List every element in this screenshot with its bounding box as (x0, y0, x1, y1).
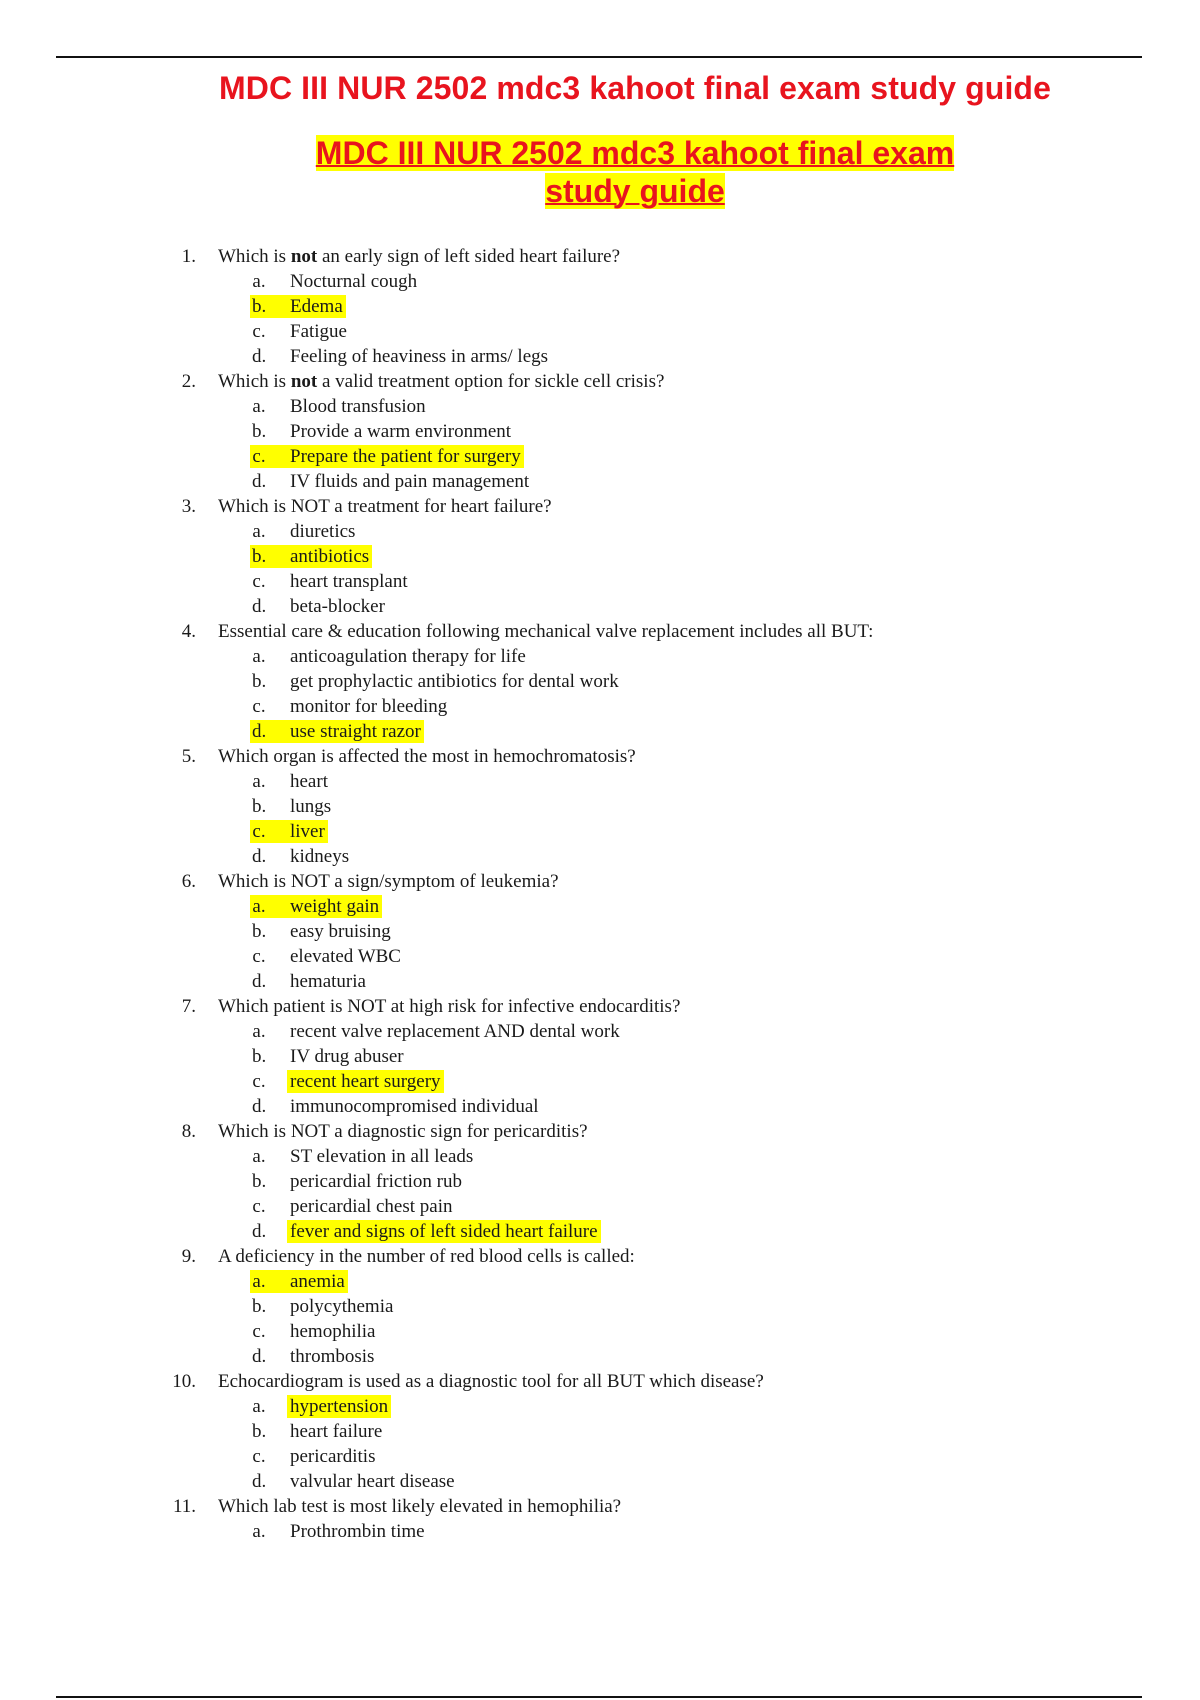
answer-option (0, 419, 1200, 444)
option-text: lungs (290, 796, 332, 817)
question-text (218, 994, 680, 1019)
option-text: fever and signs of left sided heart failure (290, 1221, 598, 1242)
option-text: liver (290, 821, 325, 842)
option-letter: c. (252, 946, 266, 967)
option-text: Prepare the patient for surgery (290, 446, 521, 467)
option-letter: b. (252, 1171, 267, 1192)
option-text: anemia (290, 1271, 345, 1292)
option-letter: c. (252, 321, 266, 342)
option-letter: b. (252, 296, 267, 317)
answer-option (0, 1019, 1200, 1044)
answer-option (0, 719, 1200, 744)
option-text: Prothrombin time (290, 1521, 425, 1542)
option-text: pericardial friction rub (290, 1171, 462, 1192)
option-text: Provide a warm environment (290, 421, 512, 442)
question-item (0, 744, 1200, 769)
option-text: easy bruising (290, 921, 391, 942)
document-title: MDC III NUR 2502 mdc3 kahoot final exam study guide (219, 70, 1051, 106)
question-number: 3. (181, 496, 196, 517)
answer-option (0, 1294, 1200, 1319)
option-letter: b. (252, 1046, 267, 1067)
answer-option (0, 644, 1200, 669)
answer-option (0, 1344, 1200, 1369)
option-letter: d. (252, 596, 267, 617)
option-letter: a. (252, 1146, 266, 1167)
top-rule (56, 56, 1142, 58)
question-list (0, 244, 1200, 1544)
question-item (0, 619, 1200, 644)
question-text-start: Echocardiogram is used as a diagnostic tool for all BUT which disease? (218, 1371, 764, 1392)
option-letter: a. (252, 1271, 266, 1292)
question-number: 5. (181, 746, 196, 767)
question-text-start: Which is (218, 246, 291, 267)
option-text: heart failure (290, 1421, 383, 1442)
answer-option (0, 319, 1200, 344)
question-number: 10. (172, 1371, 196, 1392)
option-text: monitor for bleeding (290, 696, 448, 717)
answer-option (0, 694, 1200, 719)
option-text: anticoagulation therapy for life (290, 646, 526, 667)
option-letter: c. (252, 1196, 266, 1217)
question-number: 9. (181, 1246, 196, 1267)
option-text: thrombosis (290, 1346, 375, 1367)
question-text-end: an early sign of left sided heart failure? (317, 246, 621, 267)
answer-option (0, 1069, 1200, 1094)
option-text: IV fluids and pain management (290, 471, 530, 492)
bottom-rule (56, 1696, 1142, 1698)
question-text-start: Which organ is affected the most in hemochromatosis? (218, 746, 636, 767)
question-text-start: A deficiency in the number of red blood cells is called: (218, 1246, 635, 1267)
option-text: antibiotics (290, 546, 370, 567)
option-letter: a. (252, 396, 266, 417)
option-letter: b. (252, 921, 267, 942)
question-item (0, 1119, 1200, 1144)
option-letter: b. (252, 546, 267, 567)
option-text: recent valve replacement AND dental work (290, 1021, 620, 1042)
answer-option (0, 894, 1200, 919)
option-letter: c. (252, 446, 266, 467)
question-text-start: Which is NOT a sign/symptom of leukemia? (218, 871, 559, 892)
option-letter: b. (252, 1421, 267, 1442)
answer-option (0, 769, 1200, 794)
question-text-start: Which lab test is most likely elevated in hemophilia? (218, 1496, 622, 1517)
question-text (218, 619, 873, 644)
answer-option (0, 469, 1200, 494)
answer-option (0, 1519, 1200, 1544)
answer-option (0, 1144, 1200, 1169)
option-text: get prophylactic antibiotics for dental work (290, 671, 619, 692)
option-letter: b. (252, 671, 267, 692)
answer-option (0, 444, 1200, 469)
option-letter: d. (252, 1346, 267, 1367)
answer-option (0, 1269, 1200, 1294)
option-text: Fatigue (290, 321, 347, 342)
question-item (0, 244, 1200, 269)
question-number: 6. (181, 871, 196, 892)
answer-option (0, 519, 1200, 544)
answer-option (0, 969, 1200, 994)
option-letter: c. (252, 571, 266, 592)
question-item (0, 1494, 1200, 1519)
option-letter: d. (252, 971, 267, 992)
answer-option (0, 794, 1200, 819)
option-letter: a. (252, 1521, 266, 1542)
option-letter: b. (252, 1296, 267, 1317)
answer-option (0, 269, 1200, 294)
question-item (0, 1244, 1200, 1269)
subtitle-line-2: study guide (545, 173, 725, 209)
question-text-end: a valid treatment option for sickle cell crisis? (317, 371, 665, 392)
option-text: hematuria (290, 971, 366, 992)
option-text: pericardial chest pain (290, 1196, 453, 1217)
option-letter: c. (252, 1446, 266, 1467)
option-letter: a. (252, 271, 266, 292)
option-letter: d. (252, 721, 267, 742)
option-letter: d. (252, 846, 267, 867)
answer-option (0, 1219, 1200, 1244)
answer-option (0, 919, 1200, 944)
option-text: valvular heart disease (290, 1471, 455, 1492)
question-item (0, 869, 1200, 894)
option-text: elevated WBC (290, 946, 401, 967)
question-emphasis: not (290, 246, 318, 267)
option-text: Blood transfusion (290, 396, 426, 417)
answer-option (0, 844, 1200, 869)
option-letter: c. (252, 696, 266, 717)
option-letter: b. (252, 421, 267, 442)
option-text: hypertension (290, 1396, 389, 1417)
answer-option (0, 1469, 1200, 1494)
option-letter: a. (252, 1396, 266, 1417)
question-number: 11. (172, 1496, 196, 1517)
question-number: 4. (181, 621, 196, 642)
question-text-start: Essential care & education following mechanical valve replacement includes all BUT: (218, 621, 874, 642)
question-item (0, 369, 1200, 394)
option-text: ST elevation in all leads (290, 1146, 474, 1167)
option-letter: d. (252, 1221, 267, 1242)
option-letter: c. (252, 1071, 266, 1092)
answer-option (0, 1044, 1200, 1069)
question-emphasis: not (290, 371, 318, 392)
option-letter: a. (252, 771, 266, 792)
subtitle-line-1: MDC III NUR 2502 mdc3 kahoot final exam (315, 135, 955, 171)
option-text: heart transplant (290, 571, 408, 592)
question-text (218, 869, 559, 894)
option-letter: c. (252, 821, 266, 842)
question-text-start: Which patient is NOT at high risk for infective endocarditis? (218, 996, 681, 1017)
option-text: diuretics (290, 521, 356, 542)
option-text: immunocompromised individual (290, 1096, 539, 1117)
question-number: 1. (181, 246, 196, 267)
question-text-start: Which is NOT a treatment for heart failure? (218, 496, 552, 517)
question-number: 7. (181, 996, 196, 1017)
question-text-start: Which is (218, 371, 291, 392)
question-text (218, 1244, 635, 1269)
answer-option (0, 1394, 1200, 1419)
option-text: pericarditis (290, 1446, 376, 1467)
answer-option (0, 669, 1200, 694)
option-text: recent heart surgery (290, 1071, 441, 1092)
answer-option (0, 944, 1200, 969)
question-item (0, 494, 1200, 519)
option-letter: a. (252, 1021, 266, 1042)
question-text (218, 1494, 621, 1519)
option-letter: d. (252, 471, 267, 492)
option-text: beta-blocker (290, 596, 385, 617)
question-text (218, 494, 552, 519)
option-text: weight gain (290, 896, 380, 917)
question-text (218, 244, 620, 269)
option-text: Nocturnal cough (290, 271, 418, 292)
answer-option (0, 594, 1200, 619)
option-letter: d. (252, 1096, 267, 1117)
question-text-start: Which is NOT a diagnostic sign for pericarditis? (218, 1121, 588, 1142)
answer-option (0, 1419, 1200, 1444)
option-text: use straight razor (290, 721, 421, 742)
answer-option (0, 569, 1200, 594)
question-text (218, 744, 636, 769)
answer-option (0, 1094, 1200, 1119)
question-item (0, 994, 1200, 1019)
option-text: Edema (290, 296, 343, 317)
option-text: Feeling of heaviness in arms/ legs (290, 346, 549, 367)
option-text: IV drug abuser (290, 1046, 404, 1067)
document-subtitle (0, 134, 1200, 210)
answer-option (0, 294, 1200, 319)
answer-option (0, 544, 1200, 569)
answer-option (0, 1169, 1200, 1194)
option-text: hemophilia (290, 1321, 376, 1342)
option-letter: a. (252, 646, 266, 667)
answer-option (0, 394, 1200, 419)
option-letter: d. (252, 1471, 267, 1492)
option-letter: a. (252, 896, 266, 917)
answer-option (0, 819, 1200, 844)
question-number: 8. (181, 1121, 196, 1142)
option-text: kidneys (290, 846, 350, 867)
question-number: 2. (181, 371, 196, 392)
answer-option (0, 344, 1200, 369)
option-text: polycythemia (290, 1296, 394, 1317)
option-letter: b. (252, 796, 267, 817)
question-text (218, 369, 664, 394)
answer-option (0, 1194, 1200, 1219)
option-letter: c. (252, 1321, 266, 1342)
option-letter: d. (252, 346, 267, 367)
answer-option (0, 1319, 1200, 1344)
answer-option (0, 1444, 1200, 1469)
question-item (0, 1369, 1200, 1394)
question-text (218, 1119, 588, 1144)
option-letter: a. (252, 521, 266, 542)
question-text (218, 1369, 764, 1394)
option-text: heart (290, 771, 328, 792)
